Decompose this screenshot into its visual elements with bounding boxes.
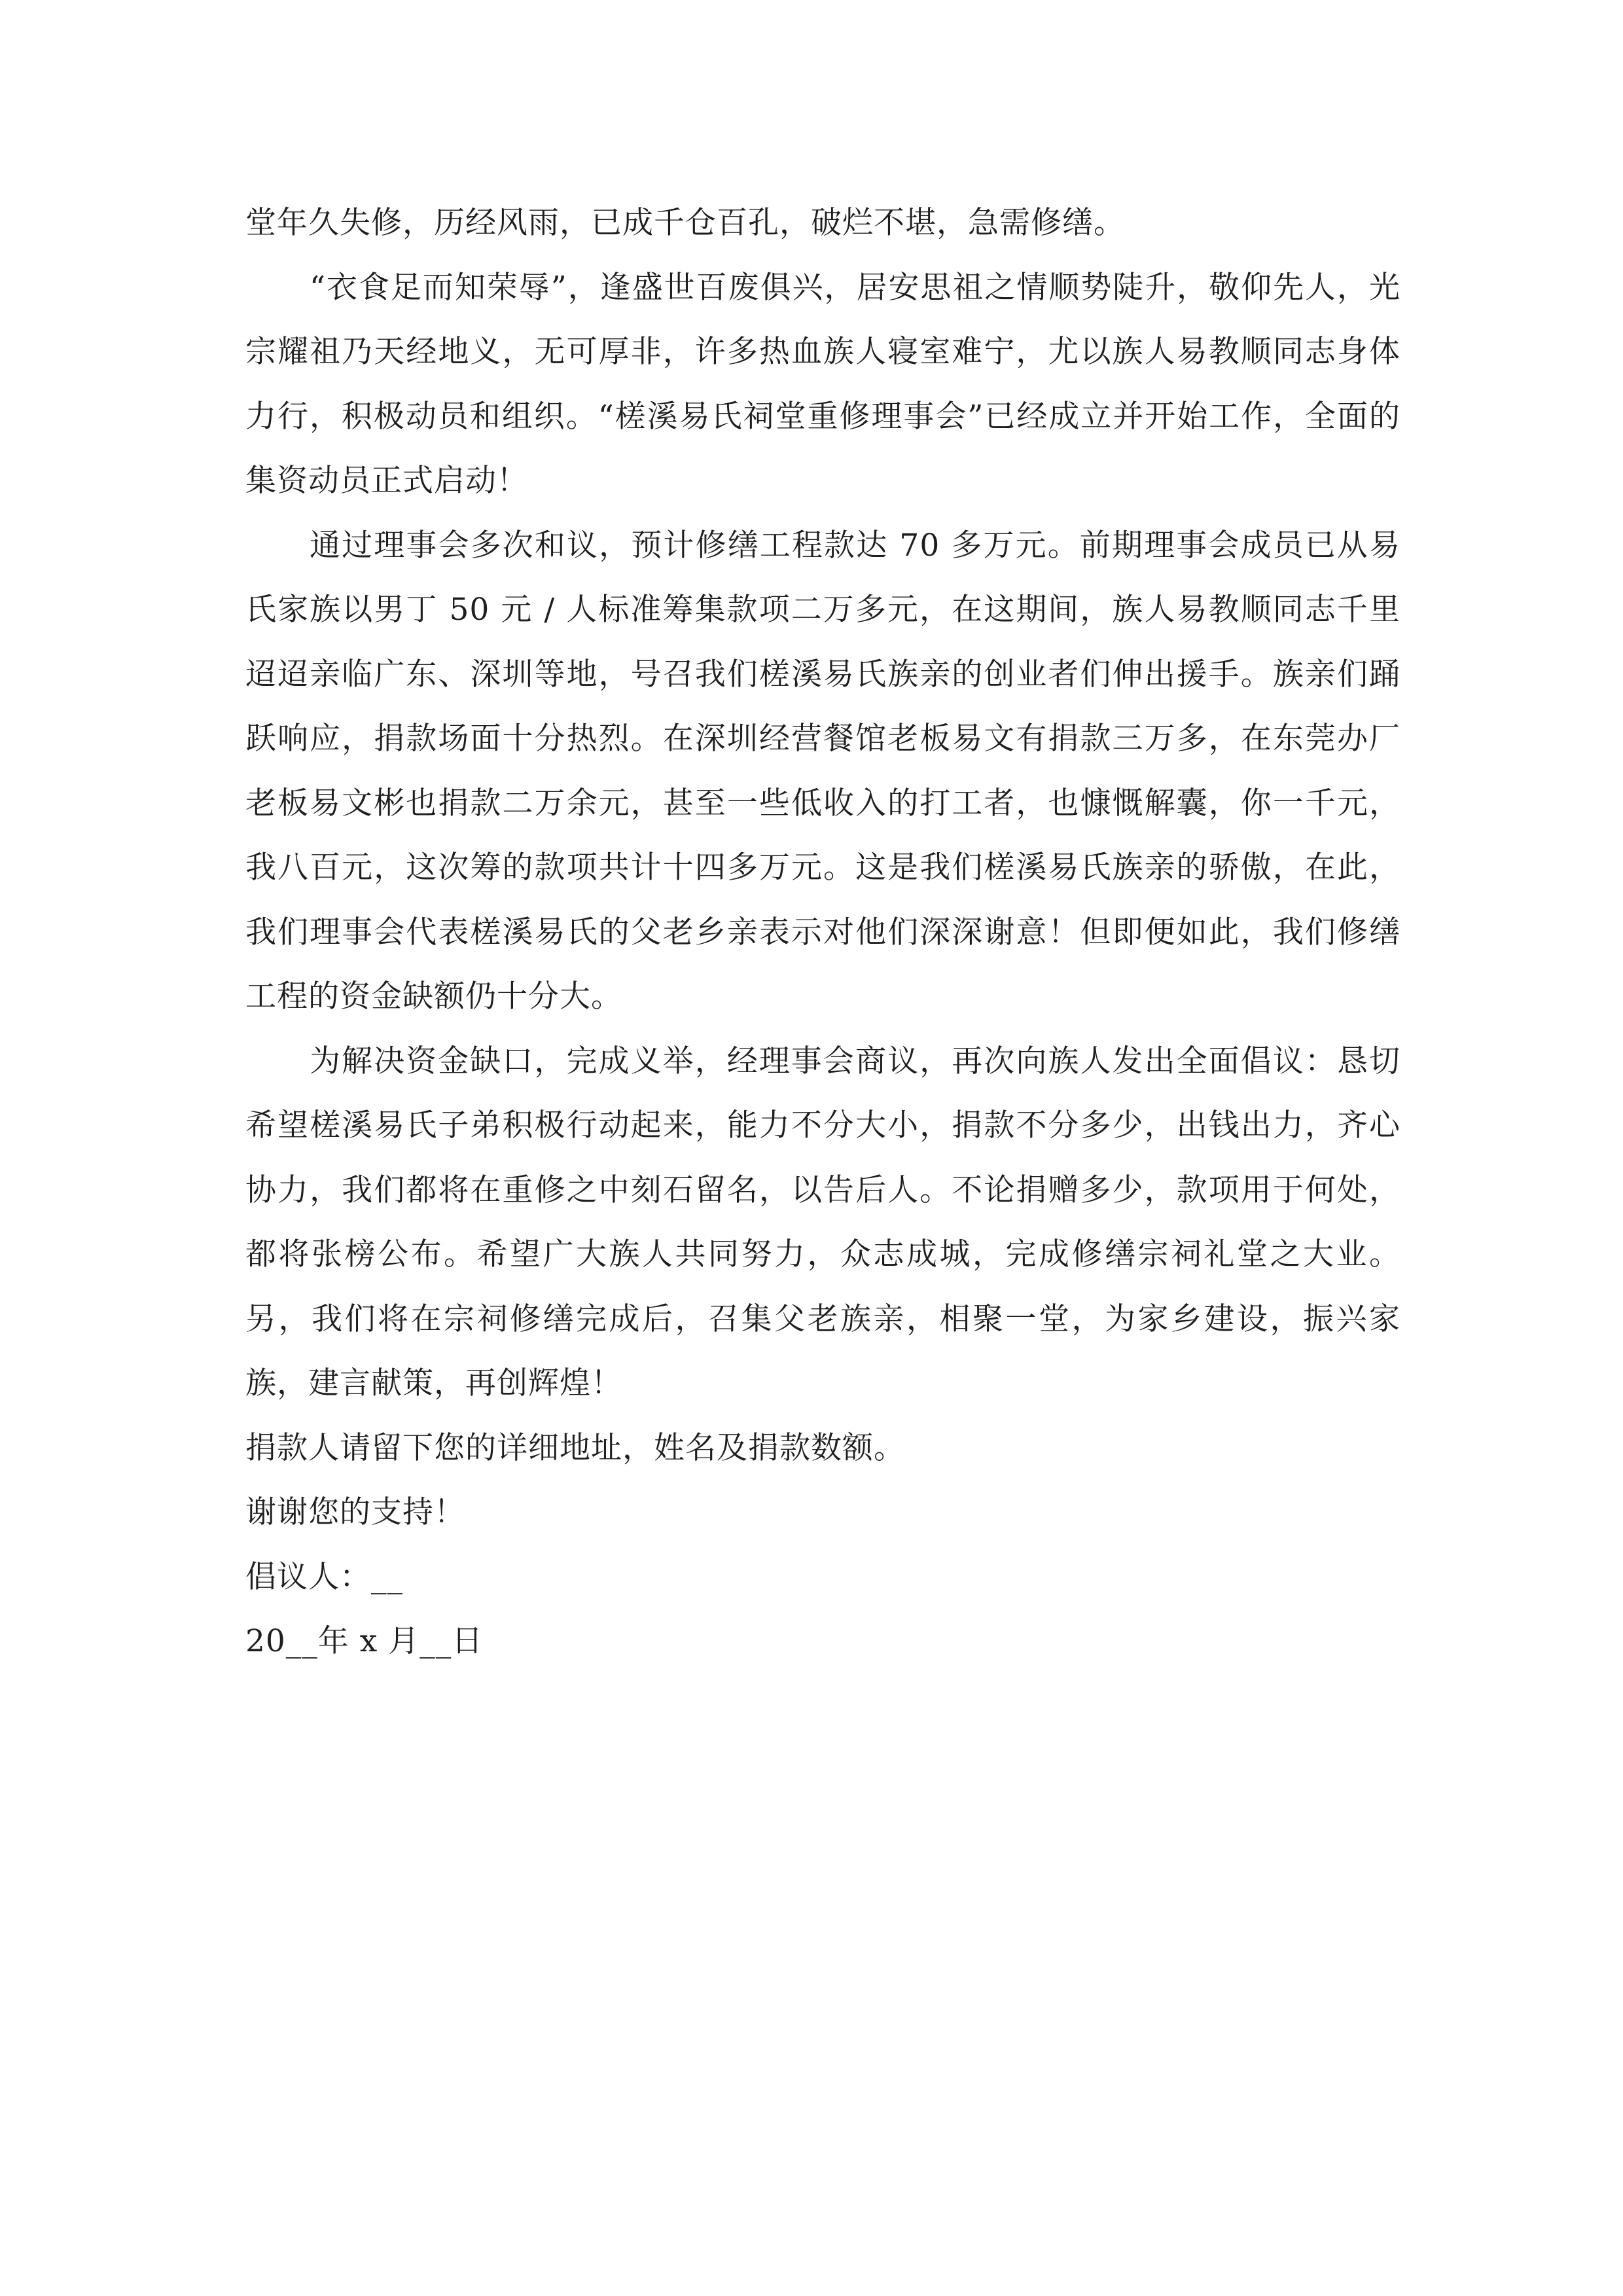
document-body (245, 191, 1400, 1674)
donor-request-line: 捐款人请留下您的详细地址，姓名及捐款数额。 (245, 1429, 905, 1466)
date-line: 20__年 x 月__日 (245, 1623, 484, 1659)
thanks-line: 谢谢您的支持！ (245, 1494, 465, 1530)
signer-line: 倡议人：__ (245, 1558, 403, 1595)
paragraph-proposal: 为解决资金缺口，完成义举，经理事会商议，再次向族人发出全面倡议：恳切希望槎溪易氏子弟积极行动起来，能力不分大小，捐款不分多少，出钱出力，齐心协力，我们都将在重修之中刻石留名，以告后人。不论捐赠多少，款项用于何处，都将张榜公布。希望广大族人共同努力，众志成城，完成修缮宗祠礼堂之大业。另，我们将在宗祠修缮完成后，召集父老族亲，相聚一堂，为家乡建设，振兴家族，建言献策，再创辉煌！ (245, 1043, 1400, 1401)
paragraph-appeal-intro: “衣食足而知荣辱”，逢盛世百废俱兴，居安思祖之情顺势陡升，敬仰先人，光宗耀祖乃天经地义，无可厚非，许多热血族人寝室难宁，尤以族人易教顺同志身体力行，积极动员和组织。“槎溪易氏祠堂重修理事会”已经成立并开始工作，全面的集资动员正式启动！ (245, 269, 1400, 499)
paragraph-continuation: 堂年久失修，历经风雨，已成千仓百孔，破烂不堪，急需修缮。 (245, 205, 1125, 241)
paragraph-fundraising-progress: 通过理事会多次和议，预计修缮工程款达 70 多万元。前期理事会成员已从易氏家族以男丁 50 元 / 人标准筹集款项二万多元，在这期间，族人易教顺同志千里迢迢亲临广东、深圳等地，号召我们槎溪易氏族亲的创业者们伸出援手。族亲们踊跃响应，捐款场面十分热烈。在深圳经营餐馆老板易文有捐款三万多，在东莞办厂老板易文彬也捐款二万余元，甚至一些低收入的打工者，也慷慨解囊，你一千元，我八百元，这次筹的款项共计十四多万元。这是我们槎溪易氏族亲的骄傲，在此，我们理事会代表槎溪易氏的父老乡亲表示对他们深深谢意！但即便如此，我们修缮工程的资金缺额仍十分大。 (245, 527, 1400, 1014)
